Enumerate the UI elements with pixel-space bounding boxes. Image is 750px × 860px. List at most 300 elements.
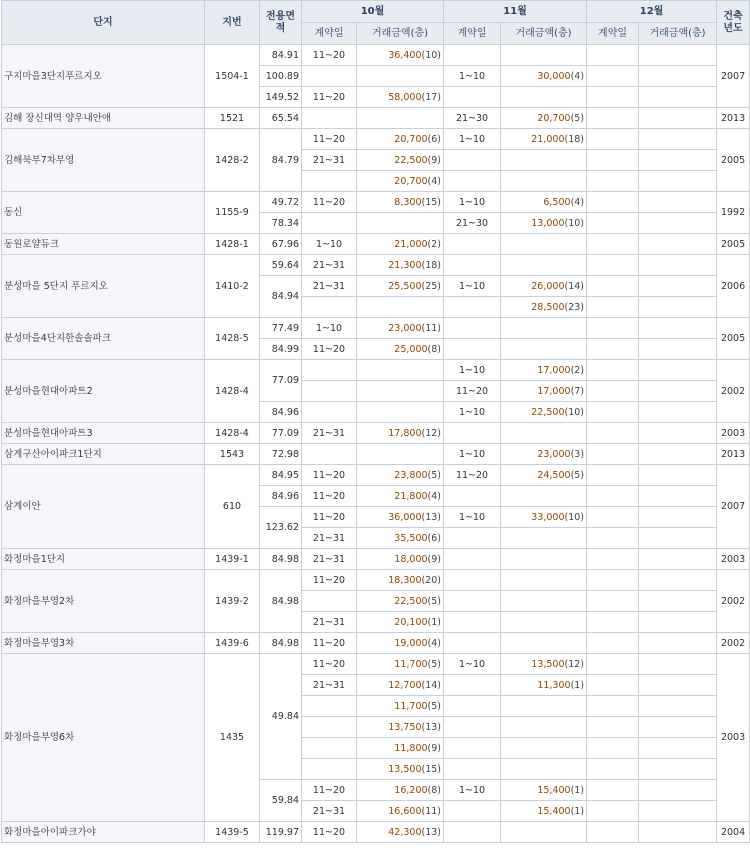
exclusive-area: 77.09 bbox=[260, 360, 302, 402]
oct-day: 21~31 bbox=[302, 549, 357, 570]
nov-price-floor: (1) bbox=[570, 679, 585, 691]
table-header bbox=[2, 1, 750, 45]
nov-price-floor: (3) bbox=[570, 448, 585, 460]
nov-price-amount: 6,500 bbox=[543, 196, 571, 208]
oct-day: 11~20 bbox=[302, 822, 357, 843]
exclusive-area: 84.99 bbox=[260, 339, 302, 360]
nov-price-amount: 24,500 bbox=[537, 469, 571, 481]
dec-price bbox=[639, 276, 717, 297]
oct-price bbox=[357, 738, 444, 759]
dec-price bbox=[639, 213, 717, 234]
oct-price-amount: 58,000 bbox=[388, 91, 422, 103]
dec-day bbox=[587, 633, 639, 654]
nov-day bbox=[444, 717, 501, 738]
table-body bbox=[2, 45, 750, 843]
build-year: 2005 bbox=[717, 129, 750, 192]
nov-amount: 거래금액(층) bbox=[501, 23, 587, 45]
dec-day bbox=[587, 276, 639, 297]
dec-day bbox=[587, 171, 639, 192]
oct-price-amount: 13,500 bbox=[388, 763, 422, 775]
oct-price-amount: 21,800 bbox=[394, 490, 428, 502]
nov-price-floor: (14) bbox=[564, 280, 585, 292]
nov-price-amount: 21,000 bbox=[531, 133, 565, 145]
nov-day bbox=[444, 822, 501, 843]
oct-day: 21~31 bbox=[302, 528, 357, 549]
table-row bbox=[2, 465, 750, 486]
dec-day bbox=[587, 654, 639, 675]
oct-price bbox=[357, 759, 444, 780]
dec-price bbox=[639, 696, 717, 717]
dec-day bbox=[587, 150, 639, 171]
exclusive-area: 84.91 bbox=[260, 45, 302, 66]
lot-number: 1435 bbox=[205, 654, 260, 822]
oct-price-floor: (18) bbox=[421, 259, 442, 271]
oct-day: 11~20 bbox=[302, 507, 357, 528]
nov-price bbox=[501, 822, 587, 843]
dec-price bbox=[639, 486, 717, 507]
oct-day bbox=[302, 213, 357, 234]
complex-name: 김해 장신대역 양우내안애 bbox=[2, 108, 205, 129]
oct-price bbox=[357, 801, 444, 822]
dec-price bbox=[639, 591, 717, 612]
oct-day: 11~20 bbox=[302, 192, 357, 213]
nov-day bbox=[444, 255, 501, 276]
nov-day: 1~10 bbox=[444, 192, 501, 213]
oct-price-amount: 16,200 bbox=[394, 784, 428, 796]
oct-price-amount: 23,000 bbox=[388, 322, 422, 334]
oct-price bbox=[357, 612, 444, 633]
oct-price-floor: (14) bbox=[421, 679, 442, 691]
build-year: 2007 bbox=[717, 465, 750, 549]
dec-day bbox=[587, 528, 639, 549]
oct-price bbox=[357, 318, 444, 339]
col-nov: 11월 bbox=[444, 1, 587, 23]
exclusive-area: 84.94 bbox=[260, 276, 302, 318]
dec-day bbox=[587, 297, 639, 318]
oct-price-floor: (5) bbox=[427, 700, 442, 712]
complex-name: 삼계이안 bbox=[2, 465, 205, 549]
exclusive-area: 77.49 bbox=[260, 318, 302, 339]
build-year: 2013 bbox=[717, 444, 750, 465]
col-complex: 단지 bbox=[2, 1, 205, 45]
exclusive-area: 49.84 bbox=[260, 654, 302, 780]
nov-price-floor: (10) bbox=[564, 511, 585, 523]
build-year: 1992 bbox=[717, 192, 750, 234]
nov-day: 1~10 bbox=[444, 276, 501, 297]
exclusive-area: 84.79 bbox=[260, 129, 302, 192]
nov-price bbox=[501, 171, 587, 192]
nov-day bbox=[444, 150, 501, 171]
complex-name: 화정마을아이파크가야 bbox=[2, 822, 205, 843]
oct-day: 21~31 bbox=[302, 801, 357, 822]
lot-number: 1428-5 bbox=[205, 318, 260, 360]
dec-day bbox=[587, 801, 639, 822]
dec-day bbox=[587, 213, 639, 234]
dec-price bbox=[639, 759, 717, 780]
oct-price bbox=[357, 234, 444, 255]
nov-day bbox=[444, 633, 501, 654]
oct-price bbox=[357, 255, 444, 276]
dec-price bbox=[639, 66, 717, 87]
oct-price-amount: 19,000 bbox=[394, 637, 428, 649]
nov-day bbox=[444, 759, 501, 780]
nov-price bbox=[501, 87, 587, 108]
dec-day bbox=[587, 255, 639, 276]
nov-day bbox=[444, 738, 501, 759]
lot-number: 1428-4 bbox=[205, 360, 260, 423]
table-row bbox=[2, 360, 750, 381]
exclusive-area: 67.96 bbox=[260, 234, 302, 255]
table-row bbox=[2, 234, 750, 255]
dec-price bbox=[639, 87, 717, 108]
exclusive-area: 84.96 bbox=[260, 486, 302, 507]
build-year: 2013 bbox=[717, 108, 750, 129]
dec-day bbox=[587, 66, 639, 87]
oct-price-floor: (25) bbox=[421, 280, 442, 292]
nov-price bbox=[501, 150, 587, 171]
nov-price bbox=[501, 717, 587, 738]
oct-price bbox=[357, 87, 444, 108]
oct-price-amount: 17,800 bbox=[388, 427, 422, 439]
dec-price bbox=[639, 801, 717, 822]
lot-number: 1428-4 bbox=[205, 423, 260, 444]
exclusive-area: 78.34 bbox=[260, 213, 302, 234]
nov-price bbox=[501, 570, 587, 591]
lot-number: 1410-2 bbox=[205, 255, 260, 318]
complex-name: 동신 bbox=[2, 192, 205, 234]
col-lot: 지번 bbox=[205, 1, 260, 45]
oct-day: 11~20 bbox=[302, 570, 357, 591]
dec-price bbox=[639, 465, 717, 486]
oct-price-amount: 20,100 bbox=[394, 616, 428, 628]
oct-price-amount: 21,000 bbox=[394, 238, 428, 250]
dec-amount: 거래금액(층) bbox=[639, 23, 717, 45]
dec-price bbox=[639, 549, 717, 570]
nov-price bbox=[501, 255, 587, 276]
oct-price bbox=[357, 360, 444, 381]
oct-day: 21~31 bbox=[302, 150, 357, 171]
exclusive-area: 100.89 bbox=[260, 66, 302, 87]
oct-price-floor: (8) bbox=[427, 343, 442, 355]
dec-price bbox=[639, 255, 717, 276]
table-row bbox=[2, 108, 750, 129]
nov-day bbox=[444, 612, 501, 633]
dec-day bbox=[587, 381, 639, 402]
nov-price-floor: (7) bbox=[570, 385, 585, 397]
nov-price bbox=[501, 276, 587, 297]
dec-day bbox=[587, 465, 639, 486]
oct-price-amount: 12,700 bbox=[388, 679, 422, 691]
nov-price bbox=[501, 444, 587, 465]
nov-day bbox=[444, 318, 501, 339]
oct-price-amount: 18,000 bbox=[394, 553, 428, 565]
nov-price bbox=[501, 591, 587, 612]
nov-price bbox=[501, 339, 587, 360]
nov-price-floor: (4) bbox=[570, 70, 585, 82]
oct-price-floor: (9) bbox=[427, 154, 442, 166]
dec-contract-day: 계약일 bbox=[587, 23, 639, 45]
exclusive-area: 59.84 bbox=[260, 780, 302, 822]
oct-price bbox=[357, 717, 444, 738]
nov-price-amount: 11,300 bbox=[537, 679, 571, 691]
oct-day bbox=[302, 591, 357, 612]
oct-price-amount: 22,500 bbox=[394, 595, 428, 607]
oct-price bbox=[357, 297, 444, 318]
nov-day bbox=[444, 171, 501, 192]
complex-name: 화정마을부영3차 bbox=[2, 633, 205, 654]
dec-price bbox=[639, 108, 717, 129]
build-year: 2002 bbox=[717, 570, 750, 633]
oct-price-floor: (20) bbox=[421, 574, 442, 586]
oct-price-floor: (15) bbox=[421, 763, 442, 775]
oct-price-amount: 11,700 bbox=[394, 700, 428, 712]
oct-price-floor: (5) bbox=[427, 658, 442, 670]
oct-price bbox=[357, 549, 444, 570]
exclusive-area: 65.54 bbox=[260, 108, 302, 129]
oct-price-floor: (2) bbox=[427, 238, 442, 250]
oct-price bbox=[357, 276, 444, 297]
nov-price bbox=[501, 612, 587, 633]
dec-day bbox=[587, 87, 639, 108]
oct-price bbox=[357, 591, 444, 612]
build-year: 2002 bbox=[717, 360, 750, 423]
complex-name: 분성마을4단지한솔솔파크 bbox=[2, 318, 205, 360]
oct-day bbox=[302, 402, 357, 423]
oct-price bbox=[357, 129, 444, 150]
oct-day: 11~20 bbox=[302, 45, 357, 66]
oct-price bbox=[357, 528, 444, 549]
oct-price bbox=[357, 339, 444, 360]
oct-price-floor: (4) bbox=[427, 490, 442, 502]
dec-day bbox=[587, 822, 639, 843]
dec-price bbox=[639, 612, 717, 633]
oct-price-amount: 16,600 bbox=[388, 805, 422, 817]
table-row bbox=[2, 129, 750, 150]
dec-day bbox=[587, 402, 639, 423]
nov-day bbox=[444, 486, 501, 507]
oct-price bbox=[357, 171, 444, 192]
nov-price-floor: (1) bbox=[570, 784, 585, 796]
oct-price-floor: (5) bbox=[427, 595, 442, 607]
nov-day: 1~10 bbox=[444, 66, 501, 87]
oct-contract-day: 계약일 bbox=[302, 23, 357, 45]
exclusive-area: 77.09 bbox=[260, 423, 302, 444]
oct-price bbox=[357, 66, 444, 87]
nov-day bbox=[444, 87, 501, 108]
oct-price bbox=[357, 465, 444, 486]
oct-day bbox=[302, 738, 357, 759]
nov-price bbox=[501, 234, 587, 255]
dec-price bbox=[639, 318, 717, 339]
dec-price bbox=[639, 822, 717, 843]
nov-day bbox=[444, 45, 501, 66]
nov-day: 1~10 bbox=[444, 360, 501, 381]
oct-day: 21~31 bbox=[302, 675, 357, 696]
oct-day: 21~31 bbox=[302, 423, 357, 444]
nov-price bbox=[501, 528, 587, 549]
oct-price bbox=[357, 654, 444, 675]
complex-name: 분성마을 5단지 푸르지오 bbox=[2, 255, 205, 318]
oct-day: 11~20 bbox=[302, 339, 357, 360]
dec-day bbox=[587, 780, 639, 801]
nov-day: 21~30 bbox=[444, 108, 501, 129]
col-year: 건축년도 bbox=[717, 1, 750, 45]
oct-price-amount: 11,800 bbox=[394, 742, 428, 754]
nov-price-floor: (10) bbox=[564, 217, 585, 229]
dec-day bbox=[587, 486, 639, 507]
build-year: 2005 bbox=[717, 234, 750, 255]
oct-price-floor: (11) bbox=[421, 322, 442, 334]
oct-price bbox=[357, 675, 444, 696]
table-row bbox=[2, 570, 750, 591]
oct-price-amount: 20,700 bbox=[394, 133, 428, 145]
nov-price bbox=[501, 738, 587, 759]
nov-price-amount: 15,400 bbox=[537, 784, 571, 796]
nov-day: 1~10 bbox=[444, 507, 501, 528]
nov-contract-day: 계약일 bbox=[444, 23, 501, 45]
exclusive-area: 59.64 bbox=[260, 255, 302, 276]
nov-price bbox=[501, 465, 587, 486]
nov-price bbox=[501, 675, 587, 696]
oct-price-floor: (4) bbox=[427, 637, 442, 649]
oct-price bbox=[357, 822, 444, 843]
nov-day bbox=[444, 339, 501, 360]
oct-price bbox=[357, 444, 444, 465]
build-year: 2006 bbox=[717, 255, 750, 318]
oct-day bbox=[302, 171, 357, 192]
complex-name: 화정마을1단지 bbox=[2, 549, 205, 570]
oct-day bbox=[302, 297, 357, 318]
lot-number: 1521 bbox=[205, 108, 260, 129]
oct-price-floor: (10) bbox=[421, 49, 442, 61]
oct-price-floor: (9) bbox=[427, 553, 442, 565]
complex-name: 구지마을3단지푸르지오 bbox=[2, 45, 205, 108]
oct-price-amount: 8,300 bbox=[394, 196, 422, 208]
exclusive-area: 84.98 bbox=[260, 570, 302, 633]
nov-day: 11~20 bbox=[444, 381, 501, 402]
exclusive-area: 72.98 bbox=[260, 444, 302, 465]
nov-day bbox=[444, 423, 501, 444]
oct-price bbox=[357, 570, 444, 591]
nov-price bbox=[501, 654, 587, 675]
table-row bbox=[2, 318, 750, 339]
oct-day bbox=[302, 381, 357, 402]
dec-price bbox=[639, 297, 717, 318]
oct-day: 21~31 bbox=[302, 612, 357, 633]
nov-day bbox=[444, 675, 501, 696]
dec-price bbox=[639, 633, 717, 654]
nov-price bbox=[501, 780, 587, 801]
dec-day bbox=[587, 360, 639, 381]
oct-price bbox=[357, 45, 444, 66]
oct-price-floor: (6) bbox=[427, 133, 442, 145]
dec-day bbox=[587, 549, 639, 570]
dec-price bbox=[639, 717, 717, 738]
oct-price-floor: (11) bbox=[421, 805, 442, 817]
oct-day: 21~31 bbox=[302, 255, 357, 276]
dec-day bbox=[587, 759, 639, 780]
dec-day bbox=[587, 129, 639, 150]
nov-day: 1~10 bbox=[444, 654, 501, 675]
oct-day bbox=[302, 444, 357, 465]
nov-day bbox=[444, 801, 501, 822]
oct-price-floor: (1) bbox=[427, 616, 442, 628]
oct-day: 11~20 bbox=[302, 87, 357, 108]
transaction-table bbox=[1, 0, 750, 843]
build-year: 2003 bbox=[717, 423, 750, 444]
nov-price-amount: 22,500 bbox=[531, 406, 565, 418]
oct-price bbox=[357, 696, 444, 717]
oct-price-amount: 22,500 bbox=[394, 154, 428, 166]
dec-price bbox=[639, 339, 717, 360]
dec-price bbox=[639, 129, 717, 150]
nov-price-amount: 13,000 bbox=[531, 217, 565, 229]
exclusive-area: 123.62 bbox=[260, 507, 302, 549]
nov-day: 11~20 bbox=[444, 465, 501, 486]
nov-day bbox=[444, 234, 501, 255]
oct-day bbox=[302, 360, 357, 381]
table-row bbox=[2, 633, 750, 654]
table-row bbox=[2, 192, 750, 213]
nov-price-floor: (5) bbox=[570, 469, 585, 481]
nov-price bbox=[501, 360, 587, 381]
exclusive-area: 84.95 bbox=[260, 465, 302, 486]
oct-price-amount: 36,000 bbox=[388, 511, 422, 523]
dec-day bbox=[587, 696, 639, 717]
oct-day bbox=[302, 696, 357, 717]
nov-price bbox=[501, 759, 587, 780]
exclusive-area: 49.72 bbox=[260, 192, 302, 213]
oct-price-amount: 11,700 bbox=[394, 658, 428, 670]
nov-day bbox=[444, 696, 501, 717]
exclusive-area: 149.52 bbox=[260, 87, 302, 108]
build-year: 2003 bbox=[717, 549, 750, 570]
nov-price bbox=[501, 696, 587, 717]
dec-day bbox=[587, 108, 639, 129]
oct-price-floor: (4) bbox=[427, 175, 442, 187]
dec-price bbox=[639, 423, 717, 444]
build-year: 2003 bbox=[717, 654, 750, 822]
dec-price bbox=[639, 675, 717, 696]
complex-name: 화정마을부영2차 bbox=[2, 570, 205, 633]
complex-name: 동원로얄듀크 bbox=[2, 234, 205, 255]
nov-price bbox=[501, 297, 587, 318]
oct-day: 11~20 bbox=[302, 129, 357, 150]
oct-price-amount: 18,300 bbox=[388, 574, 422, 586]
nov-day: 1~10 bbox=[444, 444, 501, 465]
dec-price bbox=[639, 45, 717, 66]
nov-price bbox=[501, 66, 587, 87]
nov-price-amount: 17,000 bbox=[537, 364, 571, 376]
nov-price bbox=[501, 108, 587, 129]
nov-price bbox=[501, 192, 587, 213]
nov-price bbox=[501, 633, 587, 654]
nov-price bbox=[501, 129, 587, 150]
dec-price bbox=[639, 507, 717, 528]
oct-price bbox=[357, 780, 444, 801]
oct-price-amount: 13,750 bbox=[388, 721, 422, 733]
dec-price bbox=[639, 234, 717, 255]
nov-price-amount: 30,000 bbox=[537, 70, 571, 82]
oct-price-floor: (13) bbox=[421, 721, 442, 733]
dec-day bbox=[587, 570, 639, 591]
nov-price-amount: 13,500 bbox=[531, 658, 565, 670]
oct-price-amount: 21,300 bbox=[388, 259, 422, 271]
dec-price bbox=[639, 402, 717, 423]
oct-day: 11~20 bbox=[302, 486, 357, 507]
lot-number: 1439-5 bbox=[205, 822, 260, 843]
build-year: 2004 bbox=[717, 822, 750, 843]
